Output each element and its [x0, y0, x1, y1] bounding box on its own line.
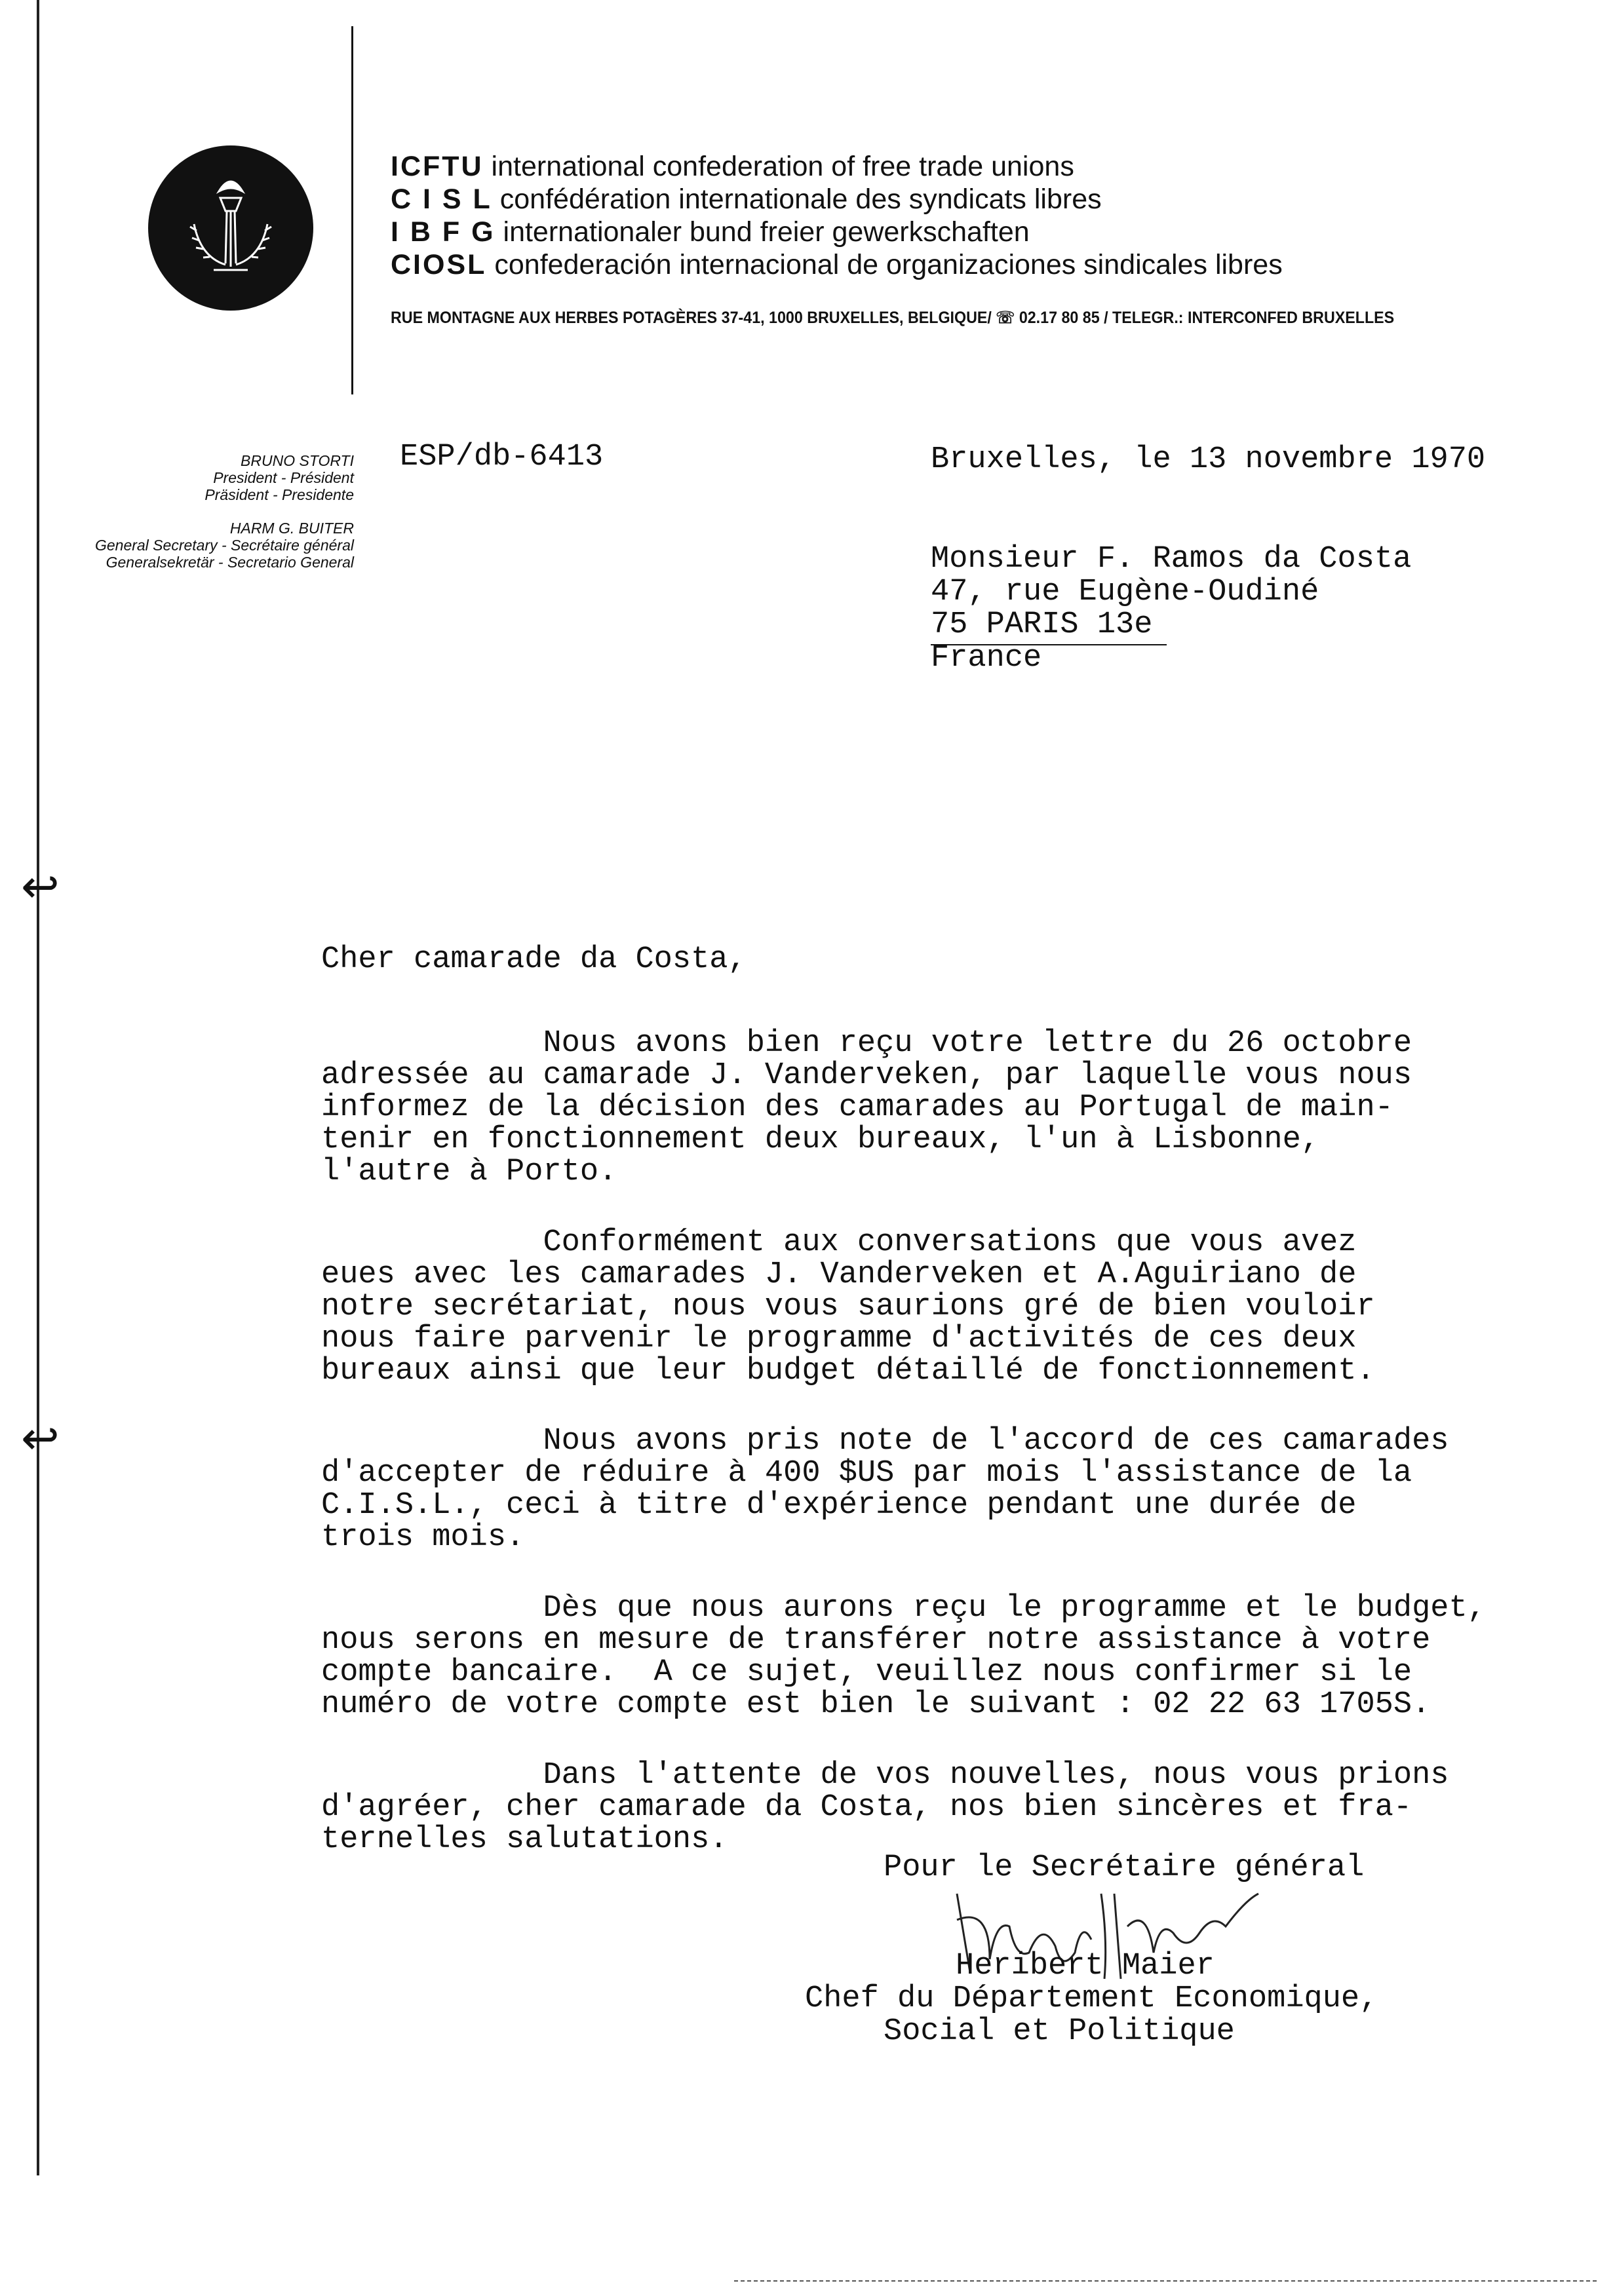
org-address: RUE MONTAGNE AUX HERBES POTAGÈRES 37-41, 1000 BRUXELLES, BELGIQUE/ ☏ 02.17 80 85 / TELEGR.: INTERCONFED BRUXELLES: [391, 309, 1395, 327]
recipient-street: 47, rue Eugène-Oudiné: [931, 575, 1319, 609]
icftu-logo: [148, 145, 313, 311]
signer-name: Heribert Maier: [956, 1949, 1215, 1983]
recipient-name: Monsieur F. Ramos da Costa: [931, 542, 1412, 577]
president-title: Präsident - Presidente: [204, 486, 354, 503]
letter-date: Bruxelles, le 13 novembre 1970: [931, 442, 1486, 477]
body-paragraph: Conformément aux conversations que vous avez eues avec les camarades J. Vanderveken et A.Aguiriano de notre secrétariat, nous vous saurions gré de bien vouloir nous faire parvenir le programme d'activités de ces deux bureaux ainsi que leur budget détaillé de fonctionnement.: [321, 1225, 1375, 1388]
org-name: confédération internationale des syndicats libres: [499, 183, 1102, 215]
secretary-title: General Secretary - Secrétaire général: [94, 537, 354, 554]
org-name: confederación internacional de organizaciones sindicales libres: [494, 249, 1283, 280]
org-abbr: I B F G: [391, 216, 496, 248]
torch-emblem-icon: [148, 145, 313, 311]
signer-title: Social et Politique: [884, 2014, 1235, 2049]
org-abbr: ICFTU: [391, 151, 484, 182]
recipient-country: France: [931, 641, 1042, 676]
letterhead-divider: [351, 26, 353, 394]
org-line-english: [391, 153, 1074, 181]
org-line-german: [391, 218, 1030, 246]
body-paragraph: Nous avons pris note de l'accord de ces camarades d'accepter de réduire à 400 $US par mois l'assistance de la C.I.S.L., ceci à titre d'expérience pendant une durée de trois mois.: [321, 1424, 1449, 1555]
president-title: President - Président: [213, 469, 354, 486]
president-name: BRUNO STORTI: [241, 452, 354, 469]
reference-number: ESP/db-6413: [400, 440, 604, 474]
scan-edge-artifact: [734, 2279, 1599, 2283]
org-line-french: [391, 185, 1102, 214]
body-paragraph: Dans l'attente de vos nouvelles, nous vous prions d'agréer, cher camarade da Costa, nos bien sincères et fra- ternelles salutations.: [321, 1758, 1449, 1857]
secretary-title: Generalsekretär - Secretario General: [106, 554, 354, 571]
org-name: internationaler bund freier gewerkschaften: [503, 216, 1030, 248]
punch-hole-mark: ↩: [21, 861, 60, 912]
secretary-name: HARM G. BUITER: [229, 520, 354, 537]
org-name: international confederation of free trade unions: [491, 151, 1074, 182]
body-paragraph: Nous avons bien reçu votre lettre du 26 octobre adressée au camarade J. Vanderveken, par laquelle vous nous informez de la décision des camarades au Portugal de main- tenir en fonctionnement deux bureaux, l'un à Lisbonne, l'autre à Porto.: [321, 1026, 1412, 1189]
org-abbr: C I S L: [391, 183, 492, 215]
signer-title: Chef du Département Economique,: [805, 1981, 1378, 2016]
salutation: Cher camarade da Costa,: [321, 942, 747, 977]
recipient-city: 75 PARIS 13e: [931, 607, 1153, 642]
closing-pour: Pour le Secrétaire général: [884, 1850, 1365, 1885]
org-abbr: CIOSL: [391, 249, 487, 280]
org-line-spanish: [391, 251, 1283, 279]
body-paragraph: Dès que nous aurons reçu le programme et le budget, nous serons en mesure de transférer notre assistance à votre compte bancaire. A ce sujet, veuillez nous confirmer si le numéro de votre compte est bien le suivant : 02 22 63 1705S.: [321, 1591, 1486, 1722]
left-margin-line: [37, 0, 39, 2175]
punch-hole-mark: ↩: [21, 1413, 60, 1464]
